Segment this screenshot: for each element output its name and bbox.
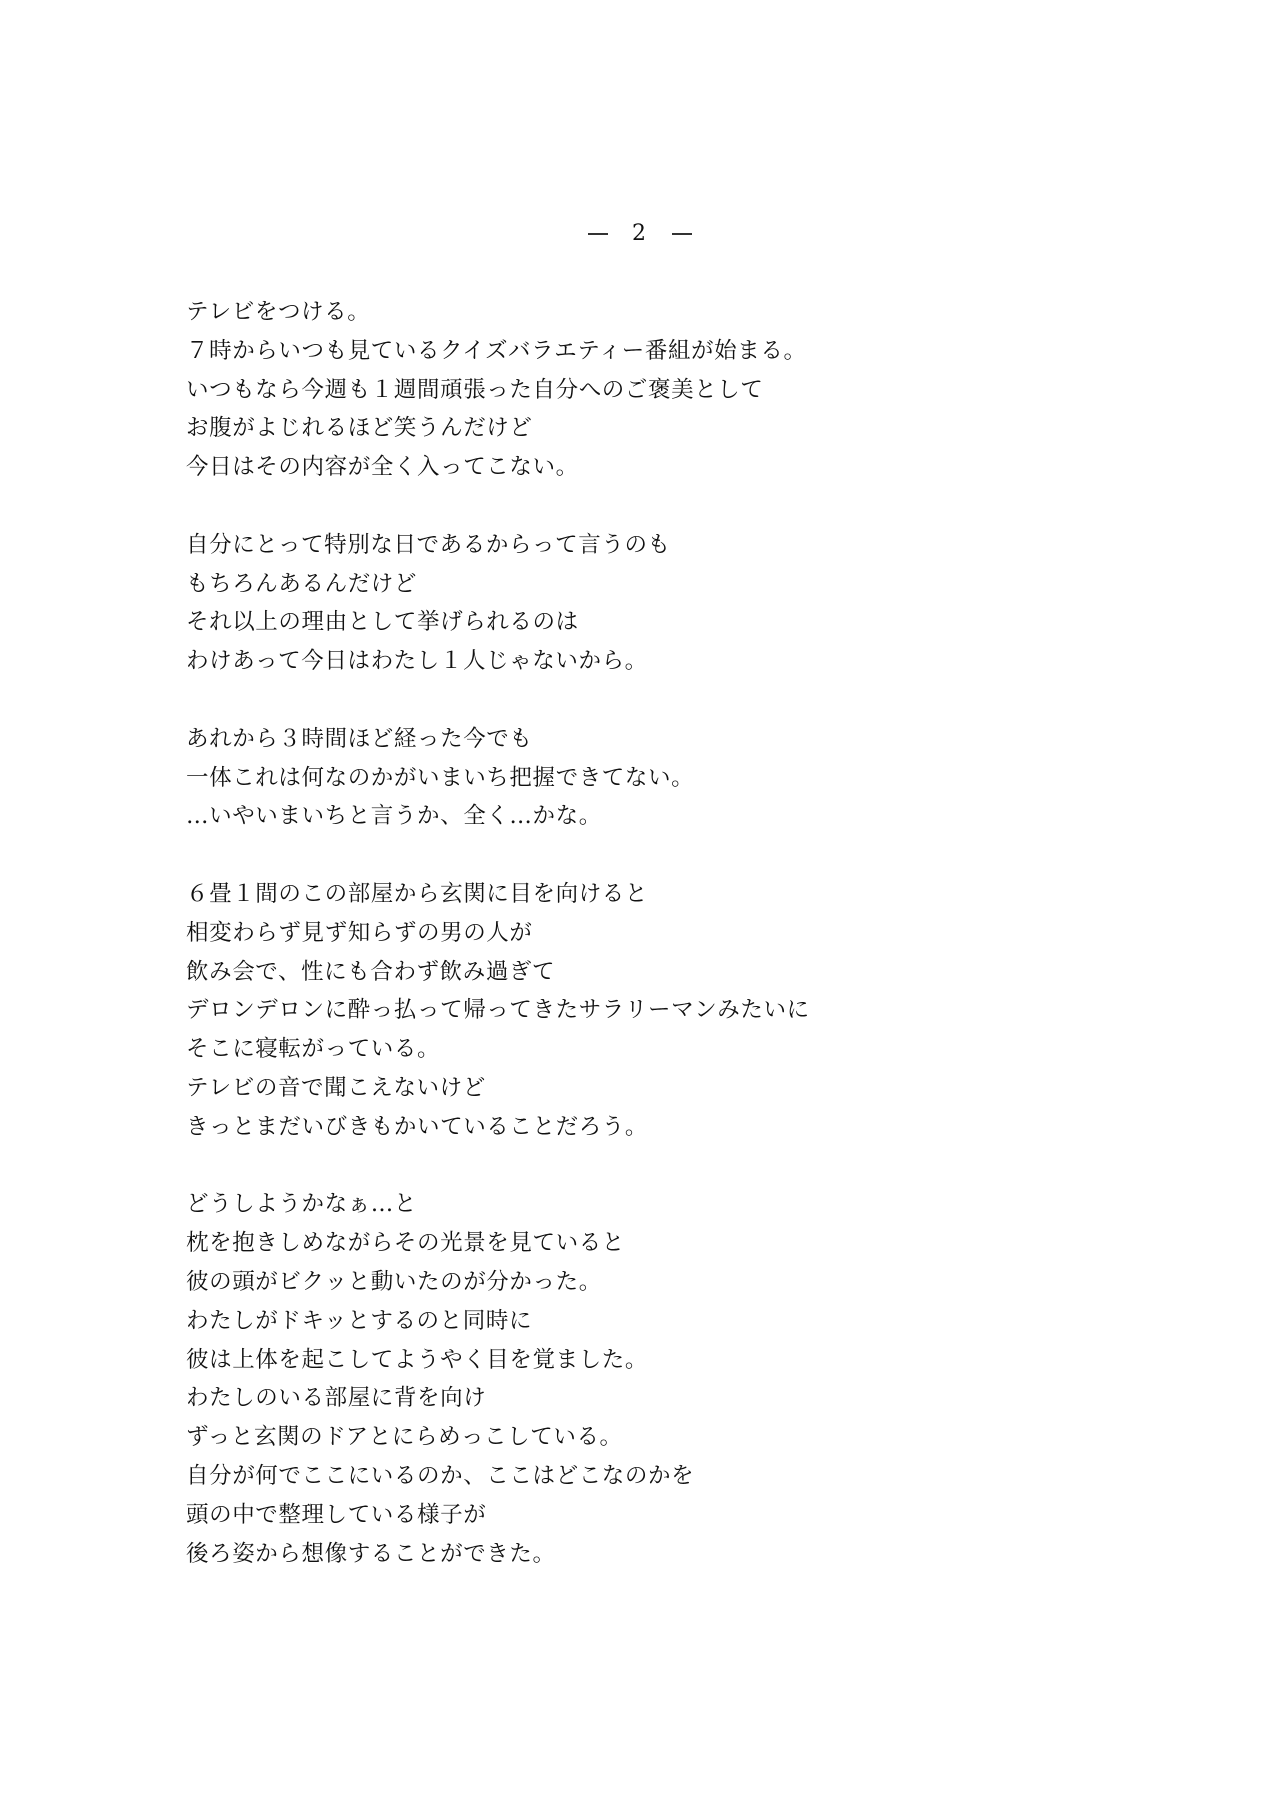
text-line: 自分が何でここにいるのか、ここはどこなのかを	[186, 1462, 695, 1489]
text-line: テレビの音で聞こえないけど	[186, 1074, 486, 1101]
page-number-left-dash	[588, 233, 608, 235]
text-line: どうしようかなぁ…と	[186, 1191, 418, 1218]
text-line: あれから３時間ほど経った今でも	[186, 725, 533, 752]
paragraph-3	[186, 720, 1146, 836]
text-line: 自分にとって特別な日であるからって言うのも	[186, 531, 671, 558]
text-line: お腹がよじれるほど笑うんだけど	[186, 415, 533, 442]
text-line: 飲み会で、性にも合わず飲み過ぎて	[186, 958, 556, 985]
text-line: もちろんあるんだけど	[186, 570, 418, 597]
text-line: テレビをつける。	[186, 299, 371, 325]
story-body	[186, 293, 1146, 1573]
text-line: 相変わらず見ず知らずの男の人が	[186, 919, 533, 946]
text-line: ずっと玄関のドアとにらめっこしている。	[186, 1424, 623, 1451]
text-line: それ以上の理由として挙げられるのは	[186, 609, 579, 636]
text-line: ６畳１間のこの部屋から玄関に目を向けると	[186, 880, 649, 907]
text-line: …いやいまいちと言うか、全く…かな。	[186, 803, 602, 830]
text-line: 今日はその内容が全く入ってこない。	[186, 454, 579, 481]
paragraph-5	[186, 1185, 1146, 1573]
text-line: 彼の頭がビクッと動いたのが分かった。	[186, 1268, 602, 1295]
page-number: 2	[632, 221, 648, 246]
paragraph-4	[186, 875, 1146, 1147]
text-line: 頭の中で整理している様子が	[186, 1501, 487, 1528]
text-line: 一体これは何なのかがいまいち把握できてない。	[186, 764, 695, 791]
page-number-right-dash	[672, 233, 692, 235]
text-line: ７時からいつも見ているクイズバラエティー番組が始まる。	[186, 337, 807, 364]
text-line: きっとまだいびきもかいていることだろう。	[186, 1113, 649, 1140]
text-line: 枕を抱きしめながらその光景を見ていると	[186, 1230, 625, 1257]
text-line: 彼は上体を起こしてようやく目を覚ました。	[186, 1346, 649, 1373]
paragraph-2	[186, 526, 1146, 681]
text-line: いつもなら今週も１週間頑張った自分へのご褒美として	[186, 376, 764, 403]
text-line: わけあって今日はわたし１人じゃないから。	[186, 648, 648, 675]
text-line: わたしのいる部屋に背を向け	[186, 1385, 487, 1412]
page-number-header	[0, 214, 1280, 254]
text-line: わたしがドキッとするのと同時に	[186, 1307, 533, 1334]
text-line: 後ろ姿から想像することができた。	[186, 1540, 556, 1567]
text-line: デロンデロンに酔っ払って帰ってきたサラリーマンみたいに	[186, 997, 810, 1024]
paragraph-1	[186, 293, 1146, 487]
text-line: そこに寝転がっている。	[186, 1036, 441, 1063]
